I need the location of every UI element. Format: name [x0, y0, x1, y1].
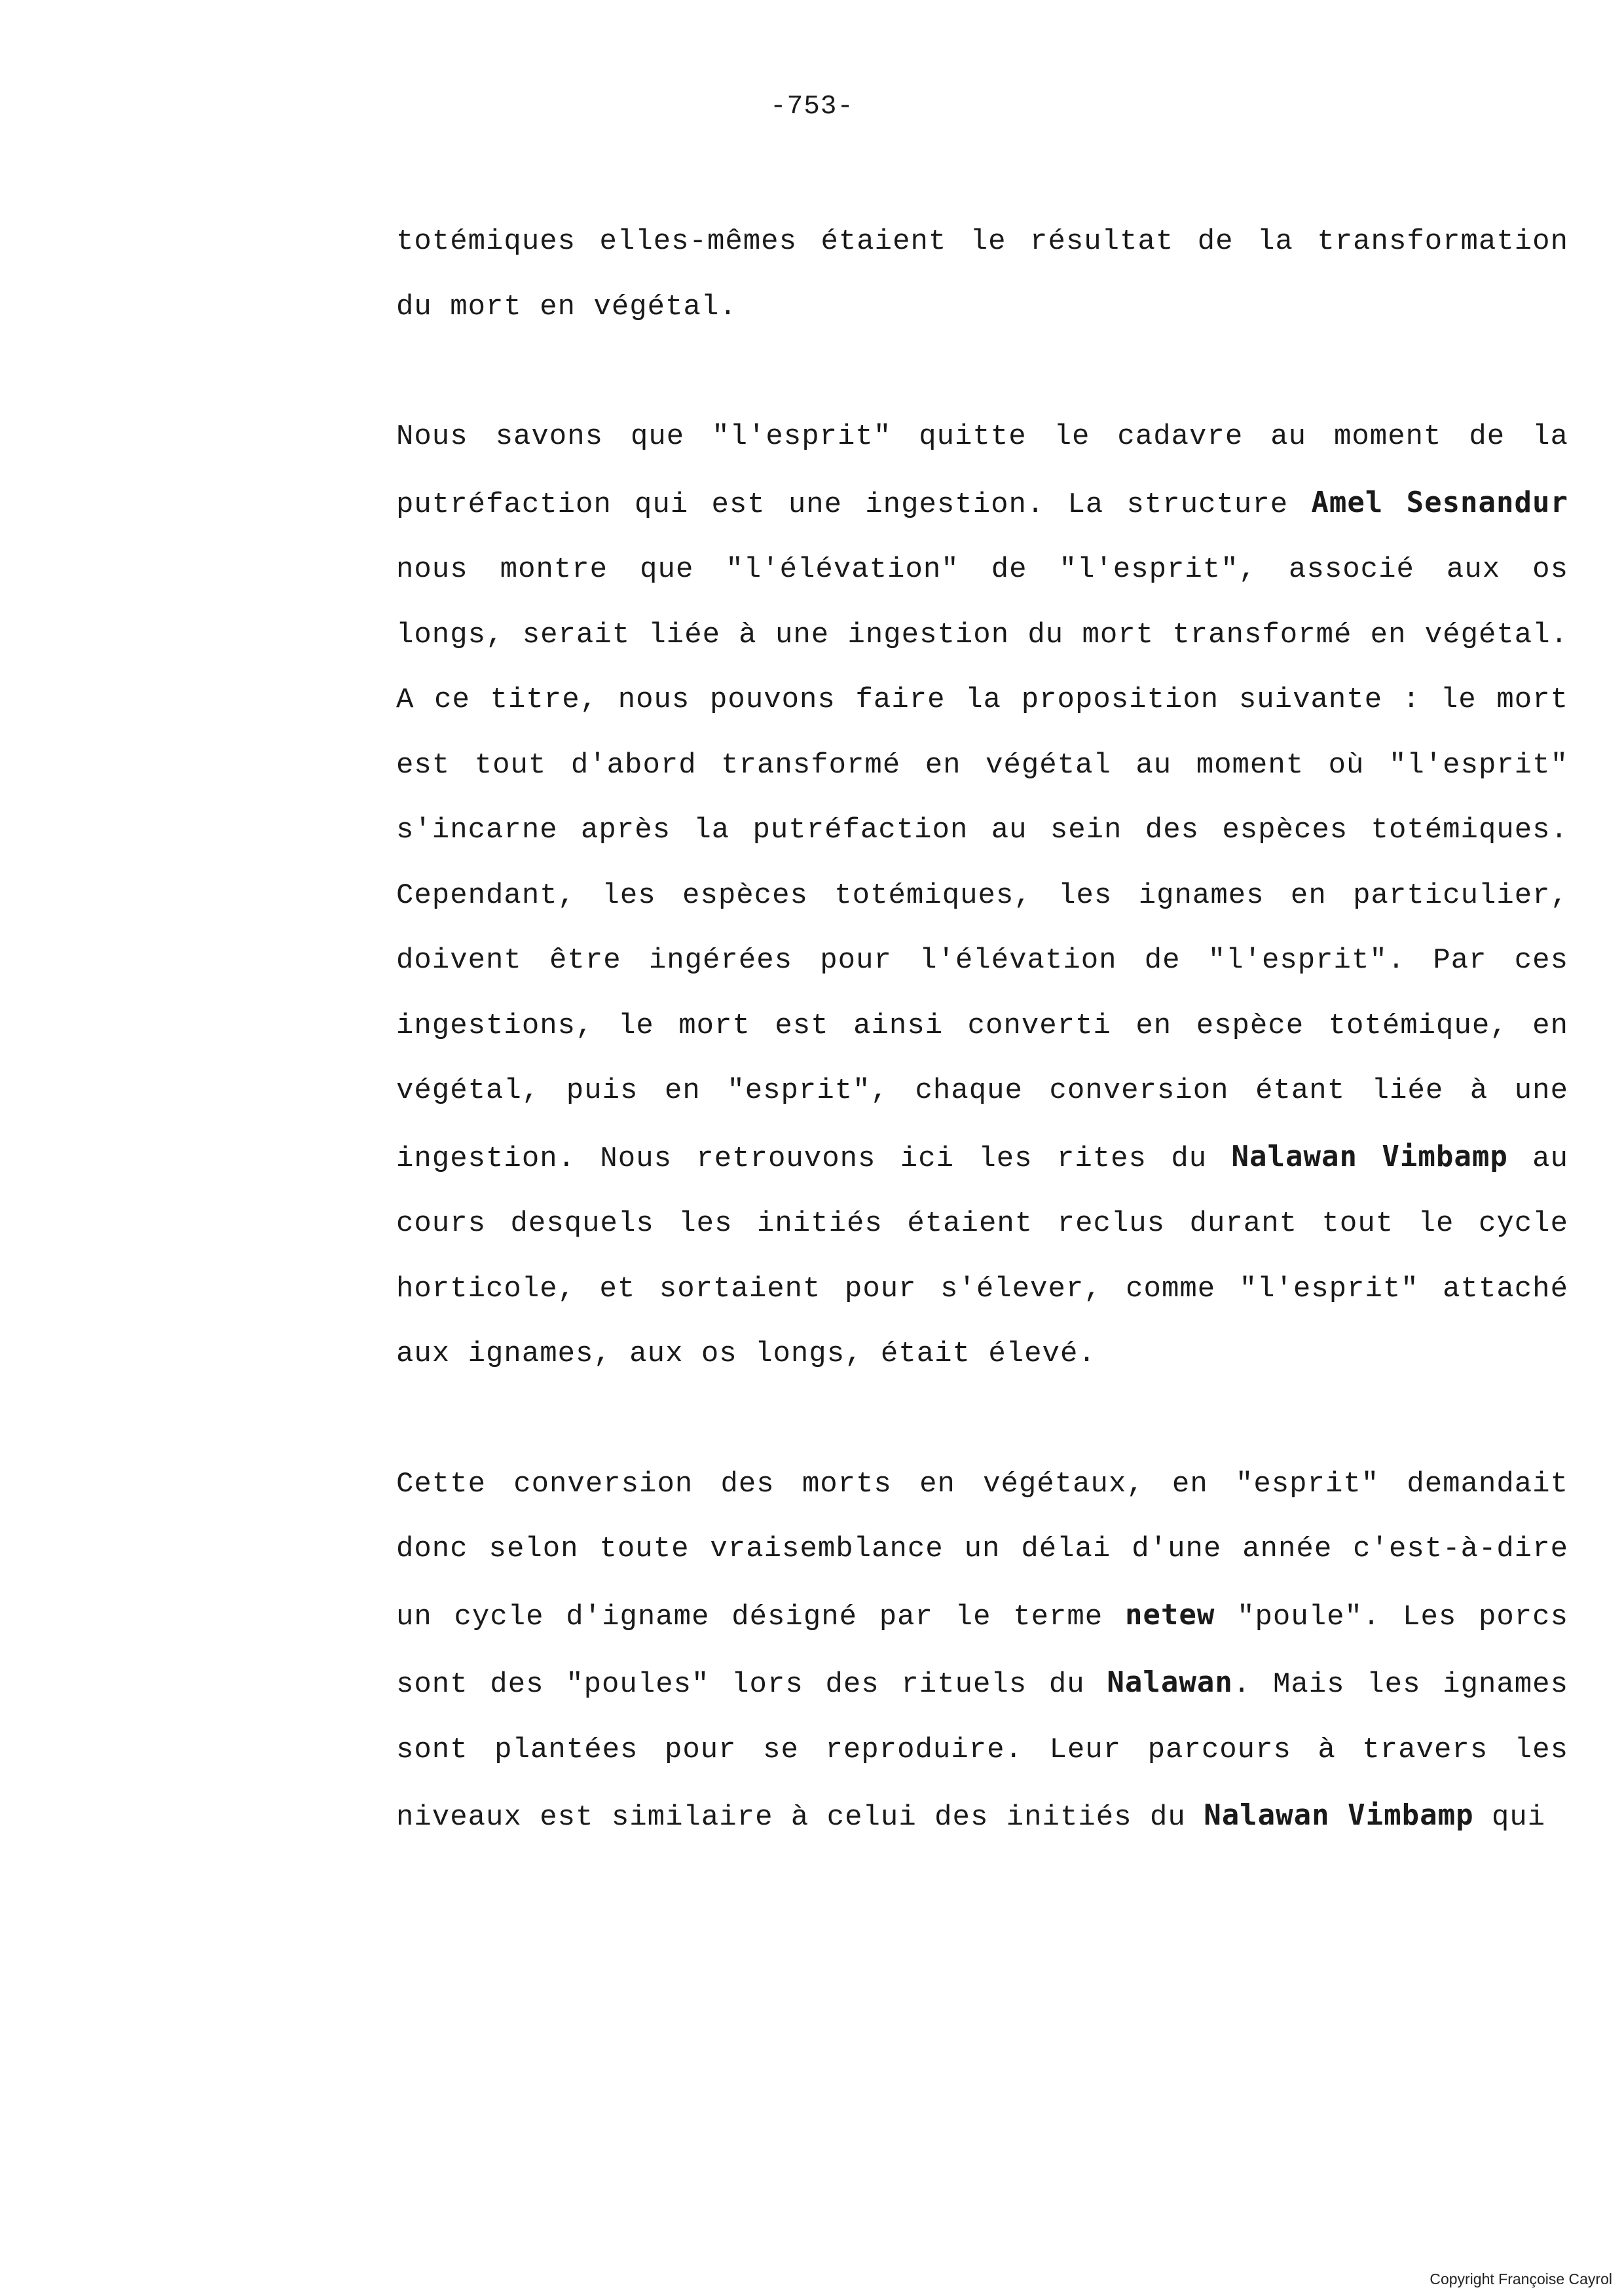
paragraph-3: [396, 1452, 1568, 1851]
paragraph-2: [396, 405, 1568, 1387]
text-run: Cette conversion des morts en végétaux, en "esprit" demandait donc selon toute vraisemblance un délai d'une année c'est-à-dire un cycle d'igname désigné par le terme: [396, 1467, 1568, 1633]
term-nalawan-vimbamp: Nalawan Vimbamp: [1204, 1798, 1474, 1832]
body-text: [396, 210, 1568, 1916]
text-run: au cours desquels les initiés étaient reclus durant tout le cycle horticole, et sortaient pour s'élever, comme "l'esprit" attaché aux ignames, aux os longs, était élevé.: [396, 1142, 1568, 1370]
paragraph-1: [396, 210, 1568, 340]
text-run: qui: [1473, 1801, 1546, 1834]
term-amel-sesnandur: Amel Sesnandur: [1311, 485, 1568, 519]
text-run: Nous savons que "l'esprit" quitte le cadavre au moment de la putréfaction qui est une ingestion. La structure: [396, 420, 1568, 521]
text-run: totémiques elles-mêmes étaient le résultat de la transformation du mort en végétal.: [396, 225, 1568, 323]
term-nalawan: Nalawan: [1107, 1666, 1233, 1699]
text-run: nous montre que "l'élévation" de "l'esprit", associé aux os longs, serait liée à une ingestion du mort transformé en végétal. A ce titre, nous pouvons faire la proposition suivante : le mort est tout d'abord transformé en végétal au moment où "l'esprit" s'incarne après la putréfaction au sein des espèces totémiques. Cependant, les espèces totémiques, les ignames en particulier, doivent être ingérées pour l'élévation de "l'esprit". Par ces ingestions, le mort est ainsi converti en espèce totémique, en végétal, puis en "esprit", chaque conversion étant liée à une ingestion. Nous retrouvons ici les rites du: [396, 553, 1568, 1175]
text-run: "poule". Les porcs sont des "poules" lors des rituels du: [396, 1600, 1568, 1701]
page-number: -753-: [769, 92, 855, 122]
term-nalawan-vimbamp: Nalawan Vimbamp: [1231, 1139, 1508, 1173]
copyright-notice: Copyright Françoise Cayrol: [1430, 2270, 1612, 2287]
term-netew: netew: [1124, 1597, 1215, 1631]
text-run: . Mais les ignames sont plantées pour se reproduire. Leur parcours à travers les niveaux est similaire à celui des initiés du: [396, 1668, 1568, 1834]
